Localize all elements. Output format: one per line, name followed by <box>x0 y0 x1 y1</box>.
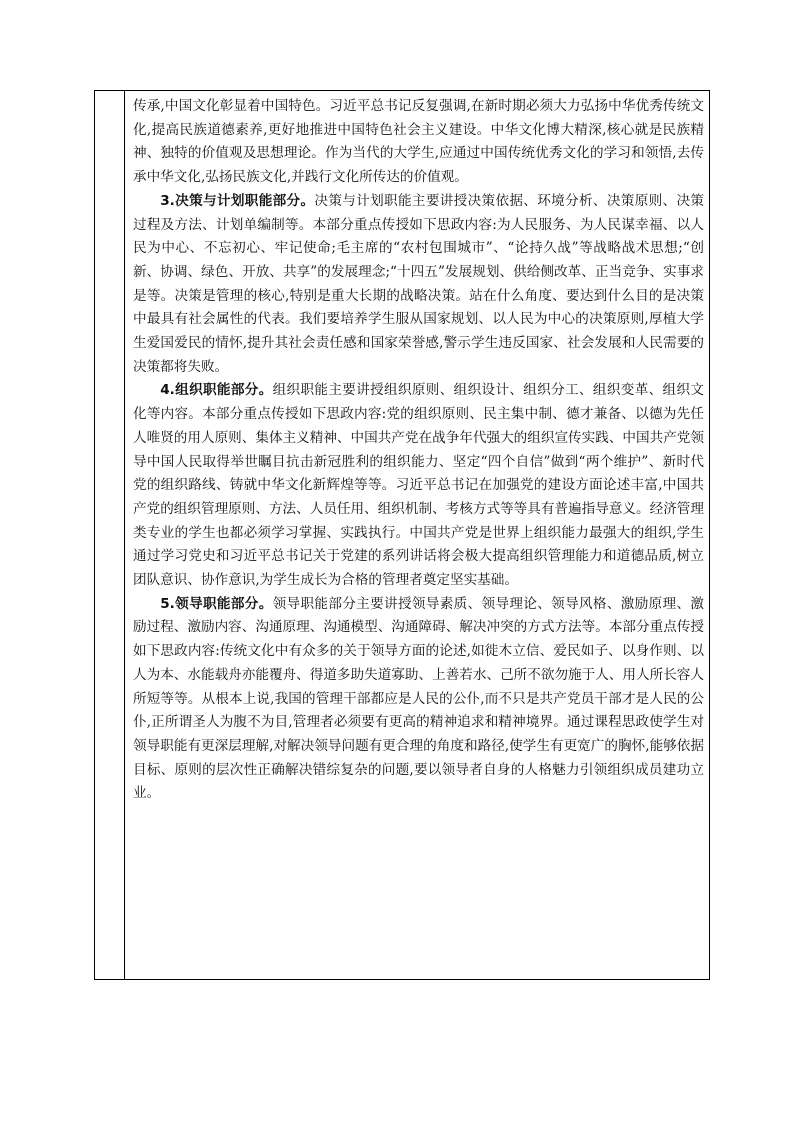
section-heading-decision-planning: 3.决策与计划职能部分。 <box>160 192 315 209</box>
paragraph-body: 领导职能部分主要讲授领导素质、领导理论、领导风格、激励原理、激励过程、激励内容、沟通原理、沟通模型、沟通障碍、解决冲突的方式方法等。本部分重点传授如下思政内容:传统文化中有众多的关于领导方面的论述,如徙木立信、爱民如子、以身作则、以人为本、水能载舟亦能覆舟、得道多助失道寡助、上善若水、己所不欲勿施于人、用人所长容人所短等等。从根本上说,我国的管理干部都应是人民的公仆,而不只是共产党员干部才是人民的公仆,正所谓圣人为腹不为目,管理者必须要有更高的精神追求和精神境界。通过课程思政使学生对领导职能有更深层理解,对解决领导问题有更合理的角度和路径,使学生有更宽广的胸怀,能够依据目标、原则的层次性正确解决错综复杂的问题,要以领导者自身的人格魅力引领组织成员建功立业。 <box>133 595 704 802</box>
paragraph-body: 传承,中国文化彰显着中国特色。习近平总书记反复强调,在新时期必须大力弘扬中华优秀传统文化,提高民族道德素养,更好地推进中国特色社会主义建设。中华文化博大精深,核心就是民族精神、独特的价值观及思想理论。作为当代的大学生,应通过中国传统优秀文化的学习和领悟,去传承中华文化,弘扬民族文化,并践行文化所传达的价值观。 <box>133 98 704 186</box>
paragraph-leading <box>133 593 704 806</box>
paragraph-body: 组织职能主要讲授组织原则、组织设计、组织分工、组织变革、组织文化等内容。本部分重点传授如下思政内容:党的组织原则、民主集中制、德才兼备、以德为先任人唯贤的用人原则、集体主义精神、中国共产党在战争年代强大的组织宣传实践、中国共产党领导中国人民取得举世瞩目抗击新冠胜利的组织能力、坚定“四个自信”做到“两个维护”、新时代党的组织路线、铸就中华文化新辉煌等等。习近平总书记在加强党的建设方面论述丰富,中国共产党的组织管理原则、方法、人员任用、组织机制、考核方式等等具有普遍指导意义。经济管理类专业的学生也都必须学习掌握、实践执行。中国共产党是世界上组织能力最强大的组织,学生通过学习党史和习近平总书记关于党建的系列讲话将会极大提高组织管理能力和道德品质,树立团队意识、协作意识,为学生成长为合格的管理者奠定坚实基础。 <box>133 382 704 589</box>
paragraph-organizing <box>133 379 704 592</box>
section-heading-leading: 5.领导职能部分。 <box>160 595 273 612</box>
section-heading-organizing: 4.组织职能部分。 <box>160 382 273 399</box>
table-content-cell <box>125 91 709 979</box>
paragraph-culture-continuation <box>133 95 704 190</box>
table-left-column <box>95 91 125 979</box>
paragraph-decision-planning <box>133 190 704 380</box>
content-table <box>94 90 710 980</box>
paragraph-body: 决策与计划职能主要讲授决策依据、环境分析、决策原则、决策过程及方法、计划单编制等。本部分重点传授如下思政内容:为人民服务、为人民谋幸福、以人民为中心、不忘初心、牢记使命;毛主席的“农村包围城市”、“论持久战”等战略战术思想;“创新、协调、绿色、开放、共享”的发展理念;“十四五”发展规划、供给侧改革、正当竞争、实事求是等。决策是管理的核心,特别是重大长期的战略决策。站在什么角度、要达到什么目的是决策中最具有社会属性的代表。我们要培养学生服从国家规划、以人民为中心的决策原则,厚植大学生爱国爱民的情怀,提升其社会责任感和国家荣誉感,警示学生违反国家、社会发展和人民需要的决策都将失败。 <box>133 192 704 375</box>
